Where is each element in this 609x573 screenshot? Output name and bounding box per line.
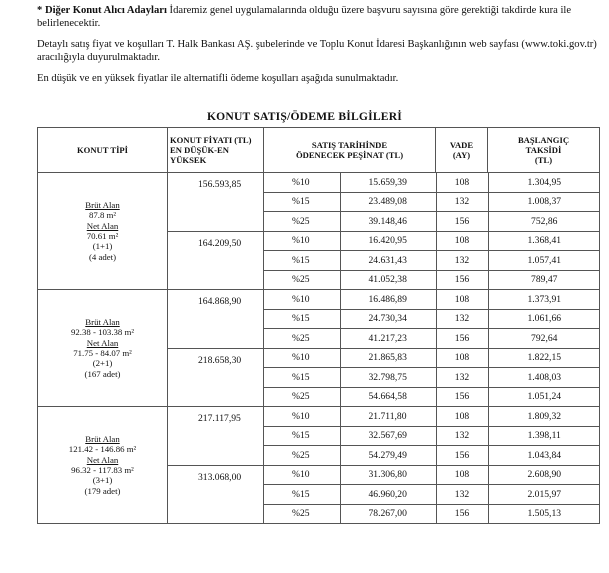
- pesinat-amount-cell: 24.730,34: [340, 309, 436, 329]
- price-cell: 164.868,90: [168, 290, 264, 349]
- pesinat-percent-cell: %10: [264, 466, 340, 485]
- pesinat-amount-cell: 21.865,83: [340, 349, 436, 368]
- payment-row: [264, 290, 600, 309]
- vade-cell: 132: [436, 309, 488, 329]
- intro-p1-rest: İdaremiz genel uygulamalarında olduğu üzere başvuru sayısına göre gerektiği takdirde kura ile belirlenecektir.: [37, 5, 572, 30]
- table-row: [38, 173, 600, 232]
- payment-row: [264, 426, 600, 446]
- header-konut-fiyati: KONUT FİYATI (TL) EN DÜŞÜK-EN YÜKSEK: [168, 128, 264, 173]
- taksit-cell: 1.304,95: [488, 173, 600, 192]
- taksit-cell: 1.051,24: [488, 387, 600, 406]
- pesinat-percent-cell: %10: [264, 407, 340, 426]
- pesinat-percent-cell: %25: [292, 508, 310, 520]
- pesinat-amount-cell: 32.567,69: [340, 426, 436, 446]
- header-vade: VADE (AY): [436, 128, 488, 173]
- header-taksit: BAŞLANGIÇ TAKSİDİ (TL): [488, 128, 600, 173]
- taksit-cell: 1.043,84: [488, 446, 600, 465]
- vade-cell: 156: [436, 270, 488, 289]
- header-pesinat: SATIŞ TARİHİNDE ÖDENECEK PEŞİNAT (TL): [264, 128, 436, 173]
- taksit-cell: 752,86: [488, 212, 600, 231]
- vade-cell: 132: [436, 192, 488, 212]
- pesinat-amount-cell: 31.306,80: [340, 466, 436, 485]
- table-row: [38, 407, 600, 466]
- taksit-cell: 1.057,41: [488, 251, 600, 271]
- pesinat-amount-cell: 24.631,43: [340, 251, 436, 271]
- vade-cell: 108: [436, 466, 488, 485]
- price-cell: 218.658,30: [168, 348, 264, 407]
- payment-rows: [264, 173, 600, 231]
- price-cell: 164.209,50: [168, 231, 264, 290]
- pesinat-percent-cell: %15: [264, 251, 340, 271]
- pesinat-percent-cell: %25: [292, 332, 310, 344]
- payment-row: [264, 173, 600, 192]
- vade-cell: 156: [436, 446, 488, 465]
- payment-row: [264, 309, 600, 329]
- pesinat-percent-cell: %15: [264, 192, 340, 212]
- taksit-cell: 1.822,15: [488, 349, 600, 368]
- konut-tipi-cell: Brüt Alan 92.38 - 103.38 m² Net Alan 71.75 - 84.07 m² (2+1) (167 adet): [38, 290, 168, 407]
- taksit-cell: 1.408,03: [488, 368, 600, 388]
- taksit-cell: 1.505,13: [488, 504, 600, 523]
- vade-cell: 132: [436, 426, 488, 446]
- pesinat-percent-cell: %25: [292, 449, 310, 461]
- payment-row: [264, 387, 600, 406]
- table-title: KONUT SATIŞ/ÖDEME BİLGİLERİ: [206, 110, 403, 123]
- payment-row: [264, 504, 600, 523]
- vade-cell: 132: [436, 251, 488, 271]
- payment-row: [264, 446, 600, 465]
- vade-cell: 156: [436, 212, 488, 231]
- intro-paragraph-1: [37, 4, 602, 31]
- price-cell: 156.593,85: [168, 173, 264, 232]
- pesinat-amount-cell: 46.960,20: [340, 485, 436, 505]
- payment-row: [264, 485, 600, 505]
- pesinat-amount-cell: 16.420,95: [340, 232, 436, 251]
- payment-row: [264, 407, 600, 426]
- pesinat-percent-cell: %15: [264, 426, 340, 446]
- payment-rows: [264, 407, 600, 465]
- taksit-cell: 1.061,66: [488, 309, 600, 329]
- pesinat-percent-cell: %10: [264, 173, 340, 192]
- taksit-cell: 2.015,97: [488, 485, 600, 505]
- vade-cell: 156: [436, 504, 488, 523]
- vade-cell: 108: [436, 232, 488, 251]
- payment-rows: [264, 290, 600, 348]
- payment-row: [264, 329, 600, 348]
- vade-cell: 108: [436, 290, 488, 309]
- payment-row: [264, 212, 600, 231]
- pesinat-amount-cell: 16.486,89: [340, 290, 436, 309]
- pesinat-amount-cell: 15.659,39: [340, 173, 436, 192]
- pesinat-amount-cell: 78.267,00: [340, 504, 436, 523]
- payment-row: [264, 349, 600, 368]
- pesinat-percent-cell: %10: [264, 349, 340, 368]
- payment-row: [264, 251, 600, 271]
- vade-cell: 108: [436, 349, 488, 368]
- vade-cell: 108: [436, 407, 488, 426]
- table-row: [38, 290, 600, 349]
- pesinat-percent-cell: %25: [292, 215, 310, 227]
- vade-cell: 156: [436, 329, 488, 348]
- vade-cell: 132: [436, 485, 488, 505]
- payment-row: [264, 192, 600, 212]
- sales-table: [37, 127, 600, 524]
- intro-paragraph-2: Detaylı satış fiyat ve koşulları T. Halk Bankası AŞ. şubelerinde ve Toplu Konut İdaresi Başkanlığının web sayfası (www.toki.gov.tr) aracılığıyla duyurulmaktadır.: [37, 38, 597, 64]
- pesinat-amount-cell: 21.711,80: [340, 407, 436, 426]
- taksit-cell: 1.373,91: [488, 290, 600, 309]
- vade-cell: 156: [436, 387, 488, 406]
- vade-cell: 132: [436, 368, 488, 388]
- taksit-cell: 1.368,41: [488, 232, 600, 251]
- pesinat-amount-cell: 54.664,58: [340, 387, 436, 406]
- intro-paragraph-3: En düşük ve en yüksek fiyatlar ile alternatifli ödeme koşulları aşağıda sunulmaktadır.: [37, 72, 399, 84]
- pesinat-percent-cell: %15: [264, 485, 340, 505]
- payment-row: [264, 270, 600, 289]
- pesinat-amount-cell: 39.148,46: [340, 212, 436, 231]
- taksit-cell: 1.398,11: [488, 426, 600, 446]
- pesinat-amount-cell: 32.798,75: [340, 368, 436, 388]
- pesinat-percent-cell: %25: [292, 274, 310, 286]
- payment-rows: [264, 232, 600, 290]
- pesinat-percent-cell: %10: [264, 290, 340, 309]
- pesinat-amount-cell: 41.052,38: [340, 270, 436, 289]
- pesinat-amount-cell: 23.489,08: [340, 192, 436, 212]
- price-cell: 313.068,00: [168, 465, 264, 524]
- payment-row: [264, 368, 600, 388]
- pesinat-percent-cell: %15: [264, 309, 340, 329]
- taksit-cell: 792,64: [488, 329, 600, 348]
- taksit-cell: 789,47: [488, 270, 600, 289]
- payment-row: [264, 232, 600, 251]
- payment-row: [264, 466, 600, 485]
- intro-star: *: [37, 5, 45, 16]
- pesinat-percent-cell: %15: [264, 368, 340, 388]
- header-row: [38, 128, 600, 173]
- pesinat-percent-cell: %25: [292, 391, 310, 403]
- intro-text: [37, 4, 602, 92]
- payment-rows: [264, 466, 600, 524]
- taksit-cell: 1.809,32: [488, 407, 600, 426]
- pesinat-percent-cell: %10: [264, 232, 340, 251]
- konut-tipi-cell: Brüt Alan 121.42 - 146.86 m² Net Alan 96.32 - 117.83 m² (3+1) (179 adet): [38, 407, 168, 524]
- taksit-cell: 1.008,37: [488, 192, 600, 212]
- taksit-cell: 2.608,90: [488, 466, 600, 485]
- konut-tipi-cell: Brüt Alan 87.8 m² Net Alan 70.61 m² (1+1) (4 adet): [38, 173, 168, 290]
- pesinat-amount-cell: 41.217,23: [340, 329, 436, 348]
- payment-rows: [264, 349, 600, 407]
- price-cell: 217.117,95: [168, 407, 264, 466]
- intro-bold-heading: Diğer Konut Alıcı Adayları: [44, 5, 167, 16]
- header-konut-tipi: KONUT TİPİ: [38, 128, 168, 173]
- vade-cell: 108: [436, 173, 488, 192]
- pesinat-amount-cell: 54.279,49: [340, 446, 436, 465]
